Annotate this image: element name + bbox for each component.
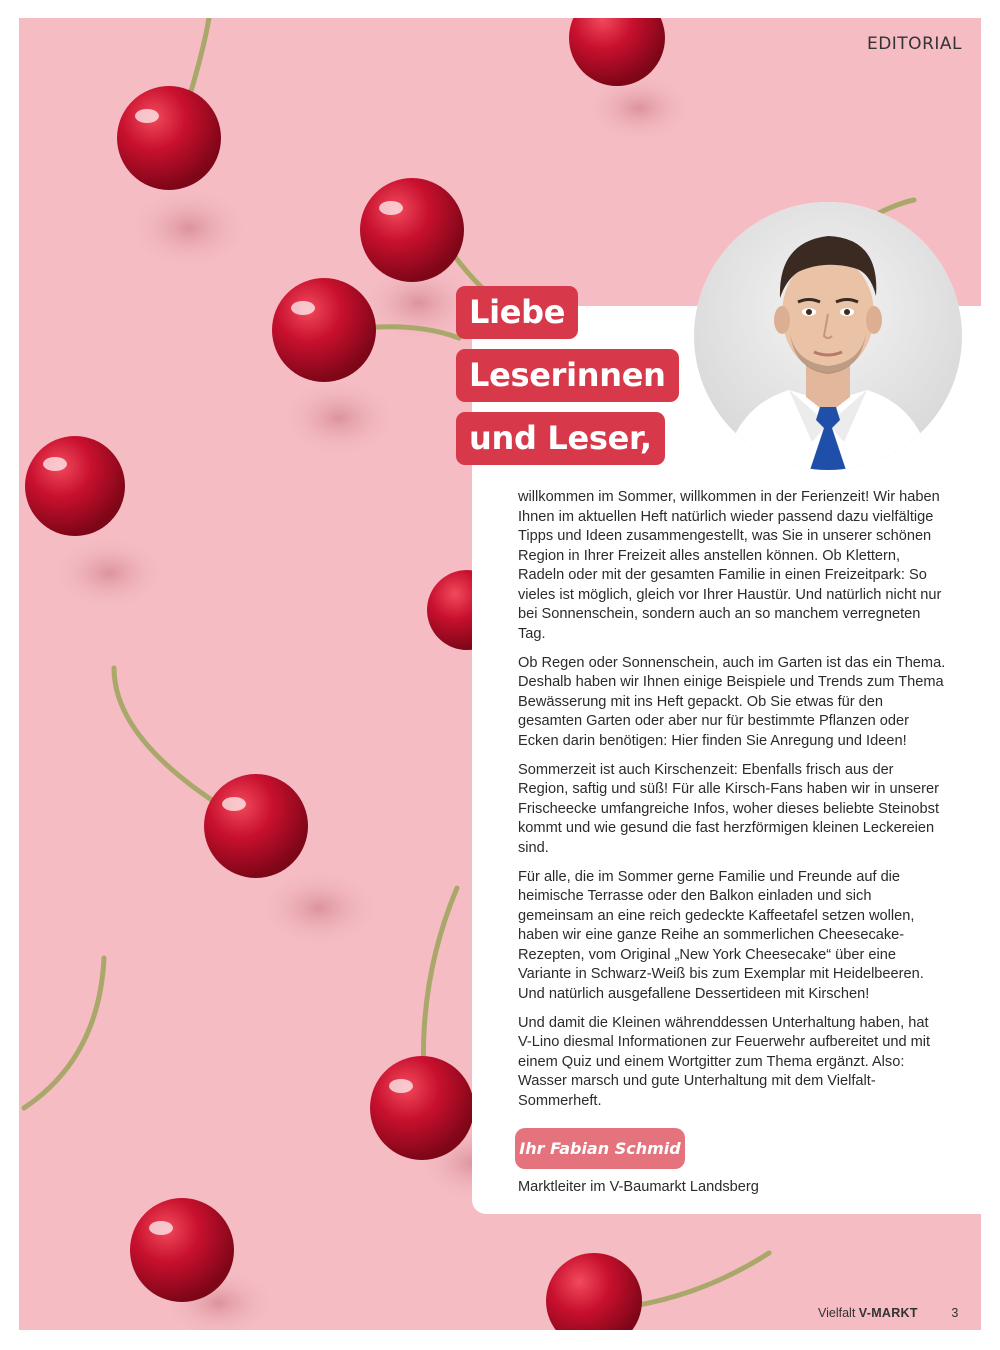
section-label: EDITORIAL <box>866 34 962 54</box>
body-paragraph: Und damit die Kleinen währenddessen Unterhaltung haben, hat V-Lino diesmal Informationen zur Feuerwehr aufbereitet und mit einem Quiz und einem Wortgitter zum Thema ergänzt. Also: Wasser marsch und gute Unterhaltung mit dem Vielfalt-Sommerheft. <box>518 1014 931 1109</box>
signature-role: Marktleiter im V-Baumarkt Landsberg <box>518 1179 759 1195</box>
headline-line: Liebe <box>456 286 578 339</box>
editorial-body <box>518 488 946 1121</box>
portrait-photo <box>694 202 962 470</box>
signature-badge: Ihr Fabian Schmid <box>515 1128 685 1169</box>
headline-line: und Leser, <box>456 412 665 465</box>
body-paragraph: Ob Regen oder Sonnenschein, auch im Garten ist das ein Thema. Deshalb haben wir Ihnen einige Beispiele und Trends zum Thema Bewässerung mit ins Heft gepackt. Ob Sie etwas für den gesamten Garten oder aber nur für bestimmte Pflanzen oder Ecken darin benötigen: Hier finden Sie Anregung und Ideen! <box>518 654 946 749</box>
body-paragraph: willkommen im Sommer, willkommen in der Ferienzeit! Wir haben Ihnen im aktuellen Heft natürlich wieder passend dazu vielfältige Tipps und Ideen zusammengestellt, was Sie in unserer schönen Region in Ihrer Freizeit alles anstellen können. Ob Klettern, Radeln oder mit der gesamten Familie in einen Freizeitpark: So vieles ist möglich, gleich vor Ihrer Haustür. Und natürlich nicht nur bei Sonnenschein, sondern auch an so manchem verregneten Tag. <box>518 489 942 642</box>
headline-line: Leserinnen <box>456 349 679 402</box>
page-number: 3 <box>951 1306 959 1320</box>
page-footer <box>818 1306 958 1320</box>
footer-magazine: Vielfalt <box>818 1306 856 1320</box>
author-portrait <box>694 202 962 470</box>
headline <box>456 286 679 475</box>
body-paragraph: Sommerzeit ist auch Kirschenzeit: Ebenfalls frisch aus der Region, saftig und süß! Für alle Kirsch-Fans haben wir in unserer Frischeecke umfangreiche Infos, woher dieses beliebte Steinobst kommt und wie gesund die fast herzförmigen kleinen Leckereien sind. <box>518 761 940 856</box>
footer-brand: V-MARKT <box>858 1306 918 1320</box>
body-paragraph: Für alle, die im Sommer gerne Familie und Freunde auf die heimische Terrasse oder den Balkon einladen und sich gemeinsam an eine reich gedeckte Kaffeetafel setzen wollen, haben wir eine ganze Reihe an sommerlichen Cheesecake-Rezepten, vom Original „New York Cheesecake“ über eine Variante in Schwarz-Weiß bis zum Exemplar mit Heidelbeeren. Und natürlich ausgefallene Dessertideen mit Kirschen! <box>518 868 924 1002</box>
